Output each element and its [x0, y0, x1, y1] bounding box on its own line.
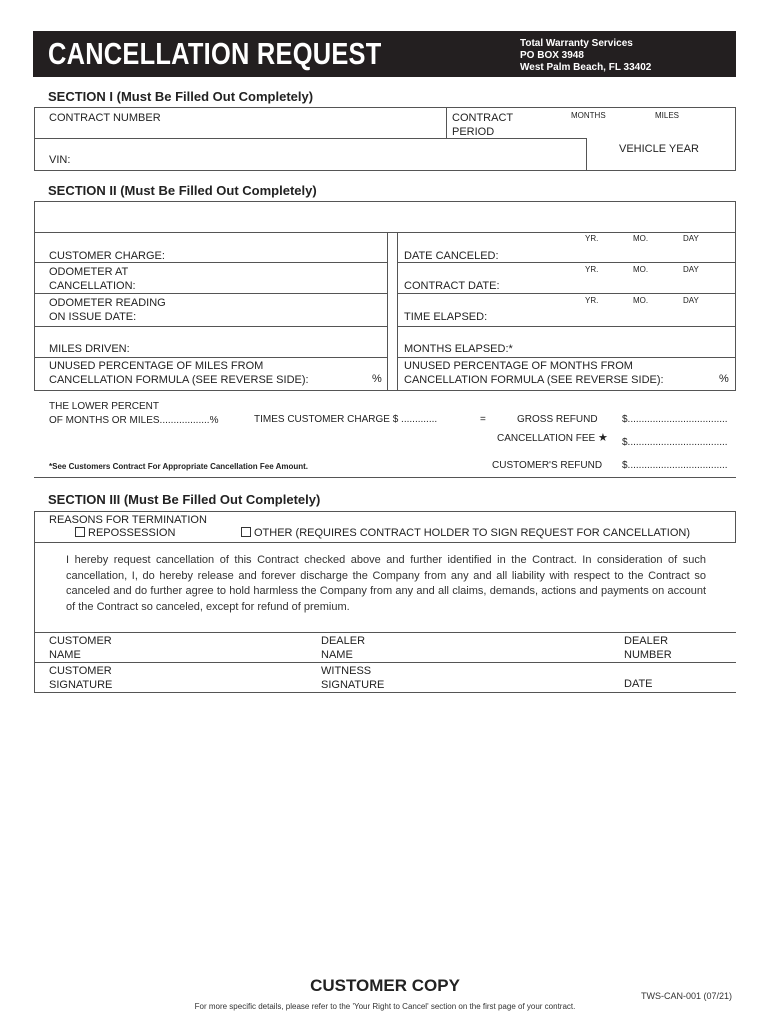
odometer-issue-field[interactable]: [49, 296, 166, 324]
dealer-name-line2: NAME: [321, 649, 353, 661]
unused-months-line2: CANCELLATION FORMULA (SEE REVERSE SIDE):: [404, 374, 664, 386]
months-elapsed-field[interactable]: MONTHS ELAPSED:*: [404, 343, 513, 355]
odometer-issue-line1: ODOMETER READING: [49, 297, 166, 309]
time-elapsed-field[interactable]: TIME ELAPSED:: [404, 311, 488, 323]
repossession-option[interactable]: [75, 527, 175, 539]
miles-field[interactable]: MILES: [655, 111, 680, 120]
odometer-cancellation-field[interactable]: [49, 265, 136, 293]
dealer-number-field[interactable]: [624, 634, 672, 662]
months-field[interactable]: MONTHS: [571, 111, 606, 120]
contract-period-label: [452, 111, 513, 139]
release-statement: I hereby request cancellation of this Contract checked above and further identified in the Contract. In consideration of such cancellation, I, do hereby release and forever discharge the Company from any and all liability with respect to the Contract so canceled and do further agree to hold harmless the Company from any and all claims, demands, actions and payments on account of the Contract so canceled, except for refund of premium.: [66, 554, 706, 613]
day-label: DAY: [683, 234, 699, 243]
odometer-issue-line2: ON ISSUE DATE:: [49, 311, 137, 323]
yr-label: YR.: [585, 234, 599, 243]
percent-sign: %: [372, 373, 382, 385]
dealer-name-line1: DEALER: [321, 635, 366, 647]
times-customer-charge-field[interactable]: TIMES CUSTOMER CHARGE $ .............: [254, 414, 438, 425]
percent-sign: %: [719, 373, 729, 385]
lower-percent-line2: OF MONTHS OR MILES..................%: [49, 415, 219, 426]
customer-copy-label: CUSTOMER COPY: [310, 976, 460, 995]
footer-note: For more specific details, please refer to the 'Your Right to Cancel' section on the first page of your contract.: [194, 1002, 576, 1011]
unused-months-line1: UNUSED PERCENTAGE OF MONTHS FROM: [404, 360, 633, 372]
customer-name-line1: CUSTOMER: [49, 635, 112, 647]
dealer-number-line1: DEALER: [624, 635, 669, 647]
page-title: CANCELLATION REQUEST: [48, 36, 382, 71]
miles-driven-field[interactable]: MILES DRIVEN:: [49, 343, 130, 355]
reasons-label: REASONS FOR TERMINATION: [49, 514, 207, 526]
company-po-box: PO BOX 3948: [520, 50, 584, 61]
repossession-label: REPOSSESSION: [88, 527, 176, 539]
unused-miles-field[interactable]: [49, 359, 309, 387]
customer-signature-field[interactable]: [49, 664, 112, 692]
gross-refund-value[interactable]: $....................................: [622, 414, 728, 425]
customer-charge-field[interactable]: CUSTOMER CHARGE:: [49, 250, 165, 262]
customers-refund-label: CUSTOMER'S REFUND: [492, 460, 603, 471]
star-icon: ★: [597, 432, 608, 444]
witness-signature-field[interactable]: [321, 664, 384, 692]
fee-note: *See Customers Contract For Appropriate Cancellation Fee Amount.: [49, 462, 309, 471]
lower-percent-field[interactable]: [49, 400, 218, 428]
vin-field[interactable]: VIN:: [49, 154, 71, 166]
contract-date-field[interactable]: CONTRACT DATE:: [404, 280, 500, 292]
section3-heading: SECTION III (Must Be Filled Out Completely): [48, 492, 321, 507]
mo-label: MO.: [633, 296, 649, 305]
dealer-name-field[interactable]: [321, 634, 365, 662]
customer-sig-line1: CUSTOMER: [49, 665, 112, 677]
gross-refund-label: GROSS REFUND: [517, 414, 598, 425]
equals-sign: =: [480, 414, 486, 425]
date-canceled-field[interactable]: DATE CANCELED:: [404, 250, 499, 262]
date-field[interactable]: DATE: [624, 678, 653, 690]
mo-label: MO.: [633, 265, 649, 274]
repossession-checkbox[interactable]: [75, 527, 85, 537]
witness-sig-line2: SIGNATURE: [321, 679, 385, 691]
form-code: TWS-CAN-001 (07/21): [641, 991, 733, 1001]
odometer-cancel-line1: ODOMETER AT: [49, 266, 129, 278]
day-label: DAY: [683, 265, 699, 274]
mo-label: MO.: [633, 234, 649, 243]
dealer-number-line2: NUMBER: [624, 649, 672, 661]
other-label: OTHER (REQUIRES CONTRACT HOLDER TO SIGN REQUEST FOR CANCELLATION): [254, 527, 690, 539]
cancellation-fee-value[interactable]: $....................................: [622, 437, 728, 448]
vehicle-year-field[interactable]: VEHICLE YEAR: [619, 143, 699, 155]
lower-percent-line1: THE LOWER PERCENT: [49, 401, 160, 412]
section2-heading: SECTION II (Must Be Filled Out Completely): [48, 183, 317, 198]
unused-miles-line1: UNUSED PERCENTAGE OF MILES FROM: [49, 360, 264, 372]
customer-name-field[interactable]: [49, 634, 112, 662]
company-name: Total Warranty Services: [520, 38, 633, 49]
customers-refund-value[interactable]: $....................................: [622, 460, 728, 471]
company-city: West Palm Beach, FL 33402: [520, 62, 652, 73]
section1-heading: SECTION I (Must Be Filled Out Completely): [48, 89, 314, 104]
customer-sig-line2: SIGNATURE: [49, 679, 113, 691]
yr-label: YR.: [585, 265, 599, 274]
cancellation-fee-text: CANCELLATION FEE: [497, 433, 596, 444]
yr-label: YR.: [585, 296, 599, 305]
contract-number-field[interactable]: CONTRACT NUMBER: [49, 112, 161, 124]
company-address: [520, 38, 651, 74]
customer-name-line2: NAME: [49, 649, 81, 661]
day-label: DAY: [683, 296, 699, 305]
cancellation-fee-label: [497, 431, 608, 444]
other-option[interactable]: [241, 527, 690, 539]
unused-months-field[interactable]: [404, 359, 664, 387]
contract-period-line1: CONTRACT: [452, 112, 514, 124]
odometer-cancel-line2: CANCELLATION:: [49, 280, 136, 292]
witness-sig-line1: WITNESS: [321, 665, 372, 677]
unused-miles-line2: CANCELLATION FORMULA (SEE REVERSE SIDE):: [49, 374, 309, 386]
contract-period-line2: PERIOD: [452, 126, 495, 138]
other-checkbox[interactable]: [241, 527, 251, 537]
